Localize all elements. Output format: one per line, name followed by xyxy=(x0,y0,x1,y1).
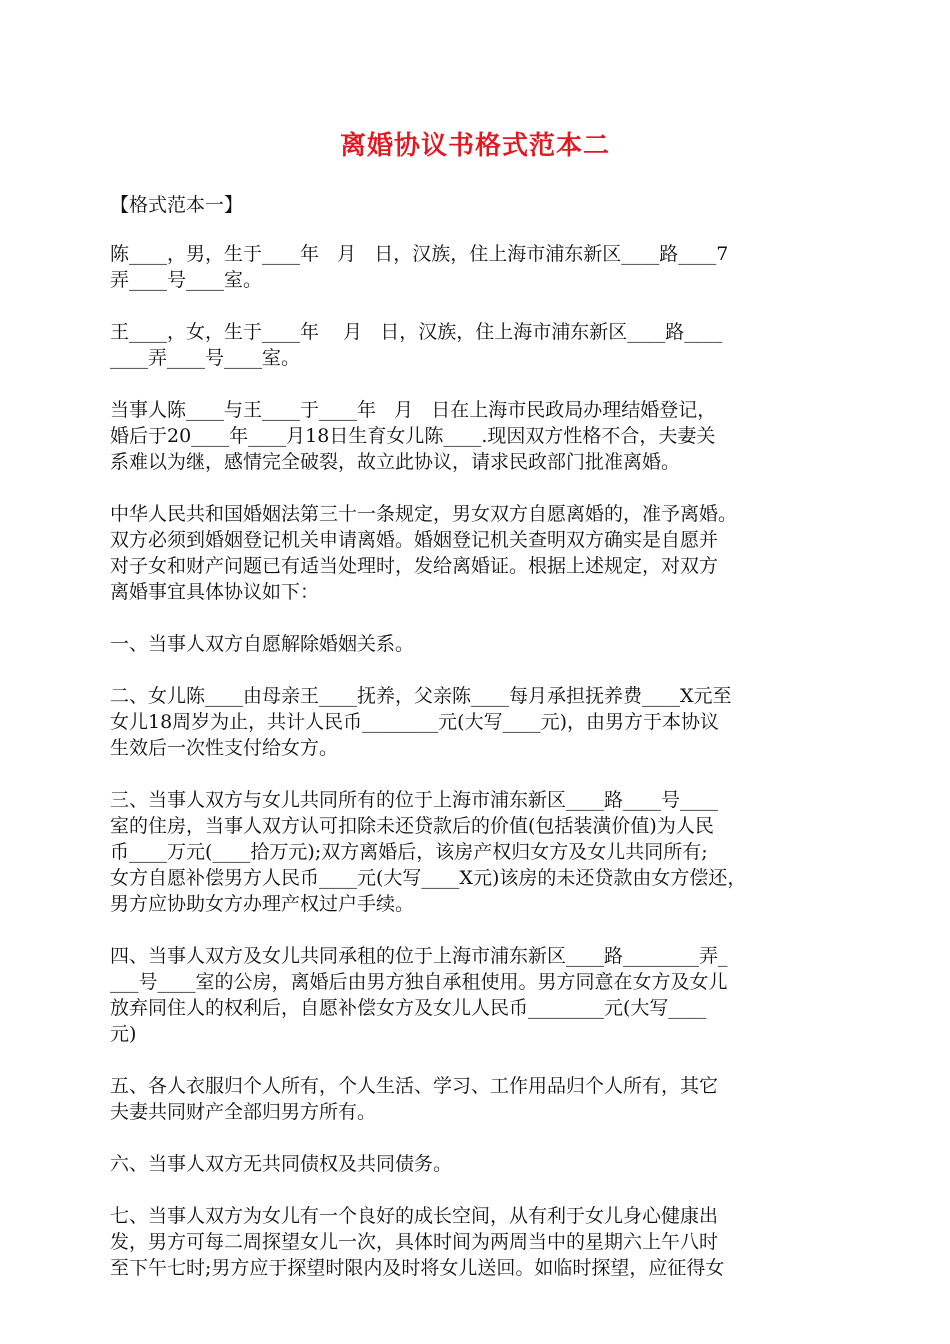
paragraph xyxy=(110,319,850,371)
text-line: 三、当事人双方与女儿共同所有的位于上海市浦东新区____路____号____ xyxy=(110,789,719,811)
text-line: 离婚事宜具体协议如下： xyxy=(110,581,320,603)
text-line: 陈____，男，生于____年 月 日，汉族，住上海市浦东新区____路____7 xyxy=(110,243,729,265)
text-line: 一、当事人双方自愿解除婚姻关系。 xyxy=(110,633,415,655)
text-line: 弄____号____室。 xyxy=(110,269,263,291)
paragraph xyxy=(110,1151,850,1177)
text-line: 七、当事人双方为女儿有一个良好的成长空间，从有利于女儿身心健康出 xyxy=(110,1205,719,1227)
text-line: ___号____室的公房，离婚后由男方独自承租使用。男方同意在女方及女儿 xyxy=(110,971,728,993)
text-line: 夫妻共同财产全部归男方所有。 xyxy=(110,1101,377,1123)
text-line: 【格式范本一】 xyxy=(110,194,244,216)
text-line: 女方自愿补偿男方人民币____元(大写____X元)该房的未还贷款由女方偿还， xyxy=(110,867,747,889)
text-line: 二、女儿陈____由母亲王____抚养，父亲陈____每月承担抚养费____X元至 xyxy=(110,685,732,707)
text-line: 中华人民共和国婚姻法第三十一条规定，男女双方自愿离婚的，准予离婚。 xyxy=(110,503,738,525)
text-line: 室的住房，当事人双方认可扣除未还贷款后的价值(包括装潢价值)为人民 xyxy=(110,815,714,837)
text-line: 双方必须到婚姻登记机关申请离婚。婚姻登记机关查明双方确实是自愿并 xyxy=(110,529,719,551)
text-line: 生效后一次性支付给女方。 xyxy=(110,737,339,759)
text-line: 对子女和财产问题已有适当处理时，发给离婚证。根据上述规定，对双方 xyxy=(110,555,719,577)
text-line: 发，男方可每二周探望女儿一次，具体时间为两周当中的星期六上午八时 xyxy=(110,1231,719,1253)
paragraph xyxy=(110,787,850,917)
text-line: 女儿18周岁为止，共计人民币________元(大写____元)，由男方于本协议 xyxy=(110,711,720,733)
paragraph xyxy=(110,501,850,605)
text-line: 放弃同住人的权利后，自愿补偿女方及女儿人民币________元(大写____ xyxy=(110,997,707,1019)
paragraph xyxy=(110,1073,850,1125)
text-line: ____弄____号____室。 xyxy=(110,347,301,369)
paragraph xyxy=(110,631,850,657)
section-heading xyxy=(110,192,850,218)
paragraph xyxy=(110,1203,850,1281)
paragraph xyxy=(110,683,850,761)
text-line: 六、当事人双方无共同债权及共同债务。 xyxy=(110,1153,453,1175)
text-line: 币____万元(____拾万元);双方离婚后，该房产权归女方及女儿共同所有; xyxy=(110,841,708,863)
text-line: 四、当事人双方及女儿共同承租的位于上海市浦东新区____路________弄_ xyxy=(110,945,728,967)
text-line: 至下午七时;男方应于探望时限内及时将女儿送回。如临时探望，应征得女 xyxy=(110,1257,725,1279)
text-line: 系难以为继，感情完全破裂，故立此协议，请求民政部门批准离婚。 xyxy=(110,451,681,473)
text-line: 当事人陈____与王____于____年 月 日在上海市民政局办理结婚登记， xyxy=(110,399,717,421)
text-line: 婚后于20____年____月18日生育女儿陈____.现因双方性格不合，夫妻关 xyxy=(110,425,716,447)
page-title: 离婚协议书格式范本二 xyxy=(339,131,610,161)
text-line: 五、各人衣服归个人所有，个人生活、学习、工作用品归个人所有，其它 xyxy=(110,1075,719,1097)
text-line: 元) xyxy=(110,1023,137,1045)
document-body xyxy=(110,192,850,1307)
paragraph xyxy=(110,397,850,475)
paragraph xyxy=(110,943,850,1047)
text-line: 王____，女，生于____年 月 日，汉族，住上海市浦东新区____路____ xyxy=(110,321,723,343)
text-line: 男方应协助女方办理产权过户手续。 xyxy=(110,893,415,915)
paragraph xyxy=(110,241,850,293)
